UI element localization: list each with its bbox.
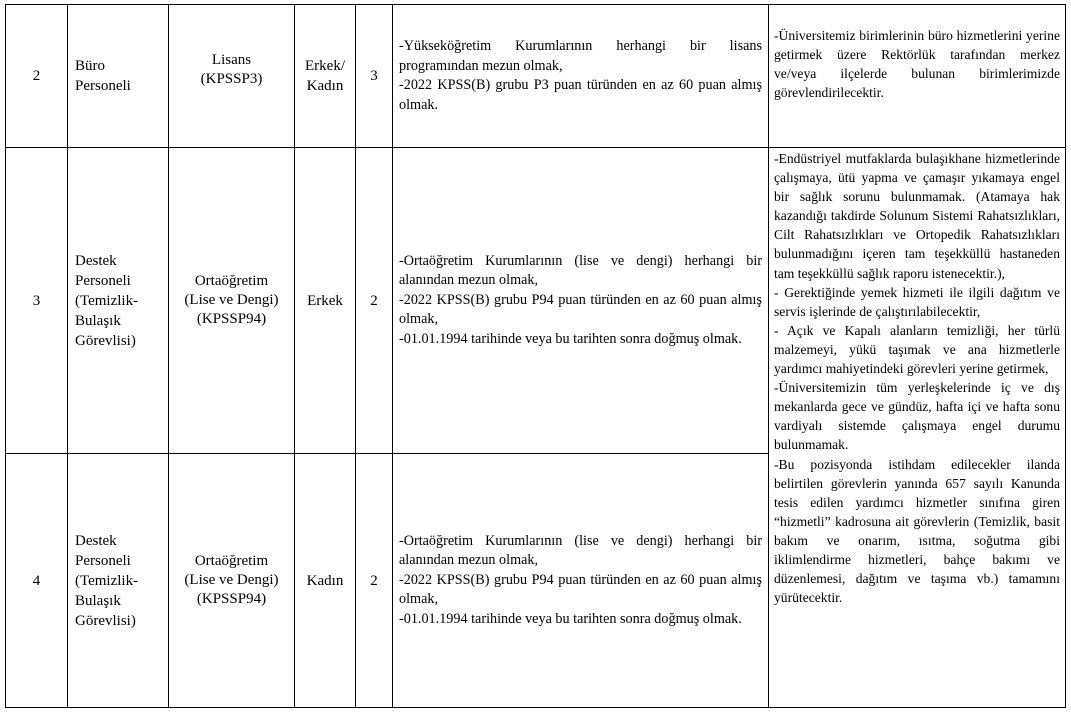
requirements <box>393 454 768 707</box>
position-count: 2 <box>370 292 378 309</box>
requirements-text: -Yükseköğretim Kurumlarının herhangi bir lisans programından mezun olmak, -2022 KPSS(B) grubu P3 puan türünden en az 60 puan almış olmak. <box>399 38 762 113</box>
gender: Erkek <box>307 292 343 309</box>
gender: Erkek/ Kadın <box>305 58 345 94</box>
row-number: 3 <box>32 292 41 309</box>
requirements <box>393 148 768 453</box>
gender: Kadın <box>306 572 344 589</box>
description-text: -Üniversitemiz birimlerinin büro hizmetlerini yerine getirmek üzere Rektörlük tarafından merkez ve/veya ilçelerde bulunan birimlerimizde görevlendirilecektir. <box>774 28 1060 101</box>
description-destek <box>769 149 1065 707</box>
position-name: Destek Personeli (Temizlik- Bulaşık Görevlisi) <box>75 532 139 629</box>
requirements-text: -Ortaöğretim Kurumlarının (lise ve dengi) herhangi bir alanından mezun olmak, -2022 KPSS(B) grubu P94 puan türünden en az 60 puan almış olmak, -01.01.1994 tarihinde veya bu tarihten sonra doğmuş olmak. <box>399 532 762 627</box>
description-buro <box>769 26 1065 144</box>
row-number: 4 <box>32 572 41 589</box>
description-paragraph: - Açık ve Kapalı alanların temizliği, her türlü malzemeyi, yükü taşımak ve ana hizmetlerle yardımcı mahiyetindeki görevleri yerine getirmek, <box>774 322 1060 377</box>
row-border-bottom <box>5 707 1066 708</box>
description-paragraph: -Bu pozisyonda istihdam edilecekler ilanda belirtilen görevlerin yanında 657 sayılı Kanunda tesis edilen yardımcı hizmetler sınıfına giren “hizmetli” kadrosuna ait görevlerin (Temizlik, basit bakım ve onarım, ısıtma, soğutma gibi iklimlendirme hizmetleri, bahçe bakımı ve düzenlemesi, dağıtım ve taşıma vb.) tamamını yürütecektir. <box>774 456 1060 606</box>
desc-border-buro <box>768 147 1066 148</box>
position-name: Büro Personeli <box>75 58 131 94</box>
position-name: Destek Personeli (Temizlik- Bulaşık Görevlisi) <box>75 252 139 349</box>
requirements <box>393 30 768 122</box>
education-level: Ortaöğretim (Lise ve Dengi) (KPSSP94) <box>184 553 279 607</box>
col-border-right <box>1065 4 1066 708</box>
education-level: Ortaöğretim (Lise ve Dengi) (KPSSP94) <box>184 273 279 327</box>
education-level: Lisans (KPSSP3) <box>200 52 263 87</box>
position-count: 3 <box>370 68 378 84</box>
description-paragraph: -Endüstriyel mutfaklarda bulaşıkhane hizmetlerinde çalışmaya, ütü yapma ve çamaşır yıkamaya engel bir sağlık sorunu bulunmamak. (Atamaya hak kazandığı takdirde Solunum Sistemi Rahatsızlıkları, Cilt Rahatsızlıkları ve Ortopedik Rahatsızlıkları bulunmadığını içeren tam teşekküllü hastaneden tam teşekküllü sağlık raporu istenecektir.), <box>774 151 1060 281</box>
position-count: 2 <box>370 572 378 589</box>
description-paragraph: - Gerektiğinde yemek hizmeti ile ilgili dağıtım ve servis işlerinde de çalıştırılabilecektir, <box>774 284 1060 319</box>
requirements-text: -Ortaöğretim Kurumlarının (lise ve dengi) herhangi bir alanından mezun olmak, -2022 KPSS(B) grubu P94 puan türünden en az 60 puan almış olmak, -01.01.1994 tarihinde veya bu tarihten sonra doğmuş olmak. <box>399 252 762 347</box>
row-number: 2 <box>32 68 41 84</box>
description-paragraph: -Üniversitemizin tüm yerleşkelerinde iç ve dış mekanlarda gece ve gündüz, hafta içi ve hafta sonu vardiyalı sistemde çalışmaya engel durumu bulunmamak. <box>774 380 1060 453</box>
